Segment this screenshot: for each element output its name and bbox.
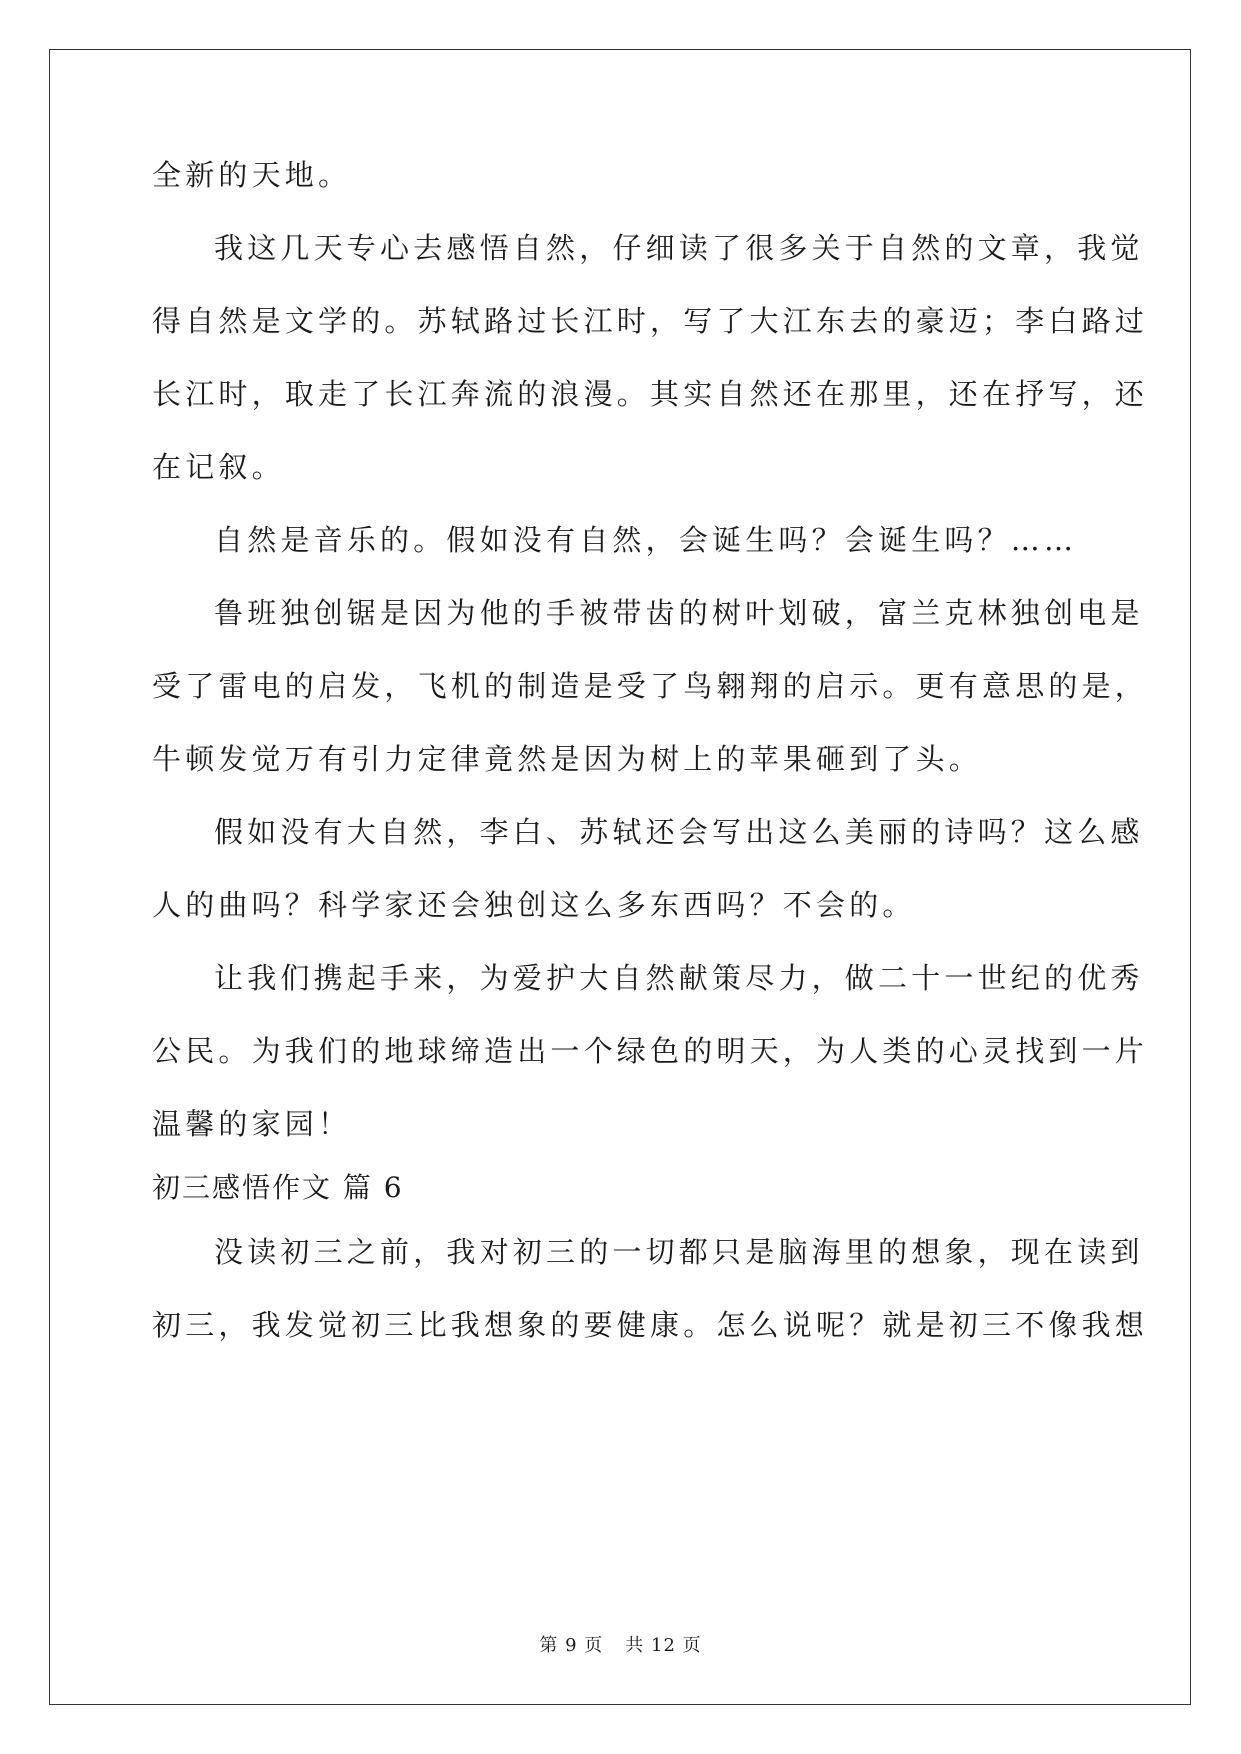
text-line: 在记叙。 (152, 450, 285, 484)
text-line: 牛顿发觉万有引力定律竟然是因为树上的苹果砸到了头。 (152, 742, 983, 776)
paragraph-start-line: 没读初三之前，我对初三的一切都只是脑海里的想象，现在读到 (214, 1235, 1144, 1269)
text-line: 公民。为我们的地球缔造出一个绿色的明天，为人类的心灵找到一片 (152, 1034, 1149, 1068)
text-line: 受了雷电的启发，飞机的制造是受了鸟翱翔的启示。更有意思的是， (152, 669, 1149, 703)
text-line: 人的曲吗？科学家还会独创这么多东西吗？不会的。 (152, 888, 916, 922)
paragraph-start-line: 我这几天专心去感悟自然，仔细读了很多关于自然的文章，我觉 (214, 231, 1144, 265)
page-total: 共 12 页 (625, 1635, 702, 1656)
paragraph-start-line: 鲁班独创锯是因为他的手被带齿的树叶划破，富兰克林独创电是 (214, 596, 1144, 630)
page-border (49, 49, 1191, 1705)
text-line: 得自然是文学的。苏轼路过长江时，写了大江东去的豪迈；李白路过 (152, 304, 1149, 338)
text-line: 初三，我发觉初三比我想象的要健康。怎么说呢？就是初三不像我想 (152, 1308, 1149, 1342)
paragraph-start-line: 假如没有大自然，李白、苏轼还会写出这么美丽的诗吗？这么感 (214, 815, 1144, 849)
page-footer (0, 1634, 1241, 1658)
page-number: 第 9 页 (539, 1635, 604, 1656)
section-heading: 初三感悟作文 篇 6 (152, 1171, 404, 1204)
text-line: 温馨的家园！ (152, 1107, 352, 1141)
paragraph-start-line: 自然是音乐的。假如没有自然，会诞生吗？会诞生吗？…… (214, 523, 1078, 557)
paragraph-start-line: 让我们携起手来，为爱护大自然献策尽力，做二十一世纪的优秀 (214, 961, 1144, 995)
text-line: 全新的天地。 (152, 158, 352, 192)
text-line: 长江时，取走了长江奔流的浪漫。其实自然还在那里，还在抒写，还 (152, 377, 1149, 411)
